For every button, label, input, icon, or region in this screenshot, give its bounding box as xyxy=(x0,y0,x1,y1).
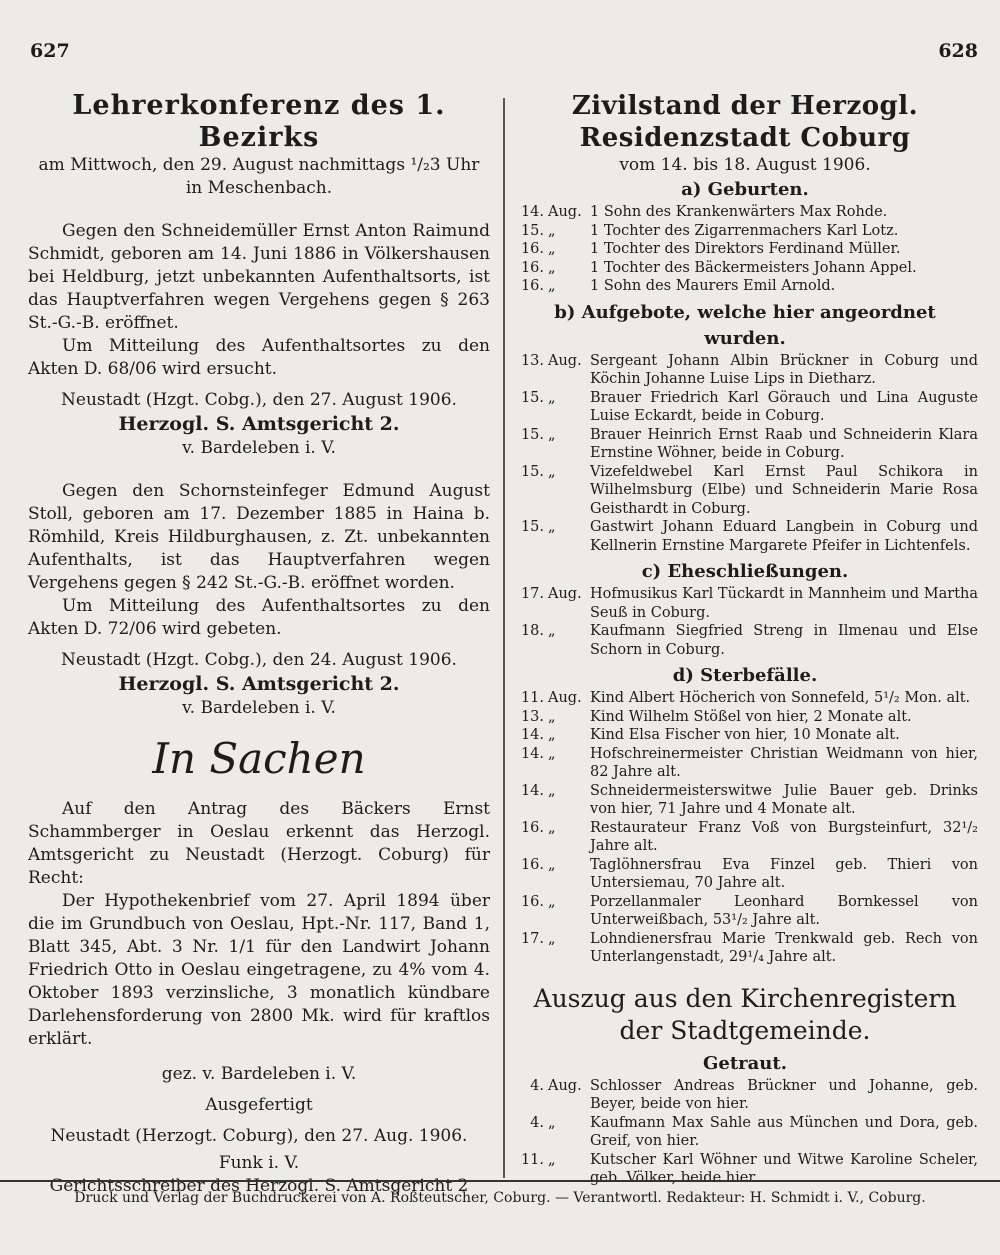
register-entry xyxy=(512,240,978,259)
in-sachen-title: In Sachen xyxy=(152,734,366,783)
column-divider xyxy=(503,98,505,1178)
entry-day: 16. xyxy=(520,893,544,910)
banns-list xyxy=(512,352,978,556)
register-entry xyxy=(512,203,978,222)
entry-day: 15. xyxy=(520,463,544,480)
entry-text: Schlosser Andreas Brückner und Johanne, geb. Beyer, beide von hier. xyxy=(590,1077,978,1112)
conference-date: am Mittwoch, den 29. August nachmittags ¹/₂3 Uhr xyxy=(38,155,480,175)
entry-month: „ xyxy=(548,1151,556,1168)
entry-day: 15. xyxy=(520,519,544,535)
notice-2-text: Gegen den Schornsteinfeger Edmund August Stoll, geboren am 17. Dezember 1885 in Haina b. Römhild, Kreis Hildburghausen, z. Zt. unbekannten Aufenthalts, ist das Hauptverfahren wegen Vergehens gegen § 242 St.-G.-B. eröffnet worden. xyxy=(28,481,490,593)
right-column xyxy=(512,90,978,1188)
entry-text: Kutscher Karl Wöhner und Witwe Karoline Scheler, geb. Völker, beide hier. xyxy=(590,1151,978,1186)
entry-day: 14. xyxy=(520,204,544,220)
entry-text: Vizefeldwebel Karl Ernst Paul Schikora in Wilhelmsburg (Elbe) und Schneiderin Marie Rosa Geisthardt in Coburg. xyxy=(590,463,978,517)
banns-heading: b) Aufgebote, welche hier angeordnet wurden. xyxy=(554,301,936,349)
notice-1-place-date: Neustadt (Hzgt. Cobg.), den 27. August 1906. xyxy=(61,390,457,410)
entry-day: 15. xyxy=(520,426,544,443)
entry-day: 16. xyxy=(520,241,544,257)
getraut-list xyxy=(512,1077,978,1188)
entry-day: 14. xyxy=(520,727,544,743)
notice-1-text: Gegen den Schneidemüller Ernst Anton Raimund Schmidt, geboren am 14. Juni 1886 in Völkershausen bei Heldburg, jetzt unbekannten Aufenthaltsorts, ist das Hauptverfahren wegen Vergehens gegen § 263 St.-G.-B. eröffnet. xyxy=(28,221,490,333)
entry-month: „ xyxy=(548,782,556,799)
entry-text: Hofmusikus Karl Tückardt in Mannheim und Martha Seuß in Coburg. xyxy=(590,586,978,621)
notice-1-signature: v. Bardeleben i. V. xyxy=(182,438,336,458)
register-entry xyxy=(512,222,978,241)
register-entry xyxy=(512,259,978,278)
entry-day: 11. xyxy=(520,690,544,706)
entry-day: 15. xyxy=(520,222,544,239)
conference-place: in Meschenbach. xyxy=(185,178,333,198)
entry-text: 1 Tochter des Bäckermeisters Johann Appel. xyxy=(590,259,917,276)
births-heading: a) Geburten. xyxy=(681,179,809,200)
births-list xyxy=(512,203,978,296)
entry-day: 11. xyxy=(520,1151,544,1168)
entry-text: Sergeant Johann Albin Brückner in Coburg und Köchin Johanne Luise Lips in Dietharz. xyxy=(590,352,978,387)
entry-text: Kind Elsa Fischer von hier, 10 Monate alt. xyxy=(590,727,900,743)
church-register-subtitle: der Stadtgemeinde. xyxy=(619,1015,871,1045)
entry-text: Brauer Heinrich Ernst Raab und Schneiderin Klara Ernstine Wöhner, beide in Coburg. xyxy=(590,426,978,461)
register-entry xyxy=(512,352,978,389)
entry-day: 14. xyxy=(520,782,544,799)
notice-2-place-date: Neustadt (Hzgt. Cobg.), den 24. August 1906. xyxy=(61,650,457,670)
entry-day: 16. xyxy=(520,856,544,873)
entry-month: „ xyxy=(548,1114,556,1131)
entry-text: 1 Tochter des Zigarrenmachers Karl Lotz. xyxy=(590,222,899,239)
notice-2-request: Um Mitteilung des Aufenthaltsortes zu den Akten D. 72/06 wird gebeten. xyxy=(28,596,490,639)
entry-month: „ xyxy=(548,389,556,406)
in-sachen-clerk-name: Funk i. V. xyxy=(218,1153,300,1173)
register-entry xyxy=(512,893,978,930)
entry-month: Aug. xyxy=(548,1077,582,1094)
entry-day: 15. xyxy=(520,389,544,406)
register-entry xyxy=(512,426,978,463)
entry-day: 17. xyxy=(520,930,544,947)
entry-month: „ xyxy=(548,893,556,910)
entry-text: Taglöhnersfrau Eva Finzel geb. Thieri von Untersiemau, 70 Jahre alt. xyxy=(590,856,978,891)
register-entry xyxy=(512,1077,978,1114)
entry-day: 16. xyxy=(520,819,544,836)
entry-month: „ xyxy=(548,222,556,239)
entry-month: „ xyxy=(548,278,556,294)
entry-text: Schneidermeisterswitwe Julie Bauer geb. Drinks von hier, 71 Jahre und 4 Monate alt. xyxy=(590,782,978,817)
in-sachen-clerk-role: Gerichtsschreiber des Herzogl. S. Amtsgericht 2 xyxy=(49,1176,469,1196)
entry-day: 14. xyxy=(520,745,544,762)
entry-month: „ xyxy=(548,623,556,639)
entry-text: Kind Albert Höcherich von Sonnefeld, 5¹/₂ Mon. alt. xyxy=(590,690,971,706)
entry-month: Aug. xyxy=(548,690,582,706)
entry-text: Porzellanmaler Leonhard Bornkessel von Unterweißbach, 53¹/₂ Jahre alt. xyxy=(590,893,978,928)
marriages-list xyxy=(512,585,978,659)
notice-1-request: Um Mitteilung des Aufenthaltsortes zu den Akten D. 68/06 wird ersucht. xyxy=(28,336,490,379)
register-entry xyxy=(512,726,978,745)
register-entry xyxy=(512,745,978,782)
entry-day: 16. xyxy=(520,278,544,294)
notice-1-court: Herzogl. S. Amtsgericht 2. xyxy=(118,413,400,435)
entry-text: 1 Sohn des Maurers Emil Arnold. xyxy=(590,278,836,294)
entry-day: 4. xyxy=(530,1077,544,1094)
page-number-left: 627 xyxy=(30,40,70,62)
entry-day: 18. xyxy=(520,623,544,639)
entry-text: Lohndienersfrau Marie Trenkwald geb. Rech von Unterlangenstadt, 29¹/₄ Jahre alt. xyxy=(590,930,978,965)
deaths-heading: d) Sterbefälle. xyxy=(672,665,818,686)
entry-month: „ xyxy=(548,259,556,276)
civil-registry-title: Zivilstand der Herzogl. Residenzstadt Coburg xyxy=(571,91,919,153)
entry-month: „ xyxy=(548,819,556,836)
deaths-list xyxy=(512,689,978,967)
register-entry xyxy=(512,782,978,819)
register-entry xyxy=(512,1114,978,1151)
register-entry xyxy=(512,463,978,519)
entry-month: „ xyxy=(548,708,556,725)
civil-registry-period: vom 14. bis 18. August 1906. xyxy=(619,155,871,175)
register-entry xyxy=(512,518,978,555)
entry-month: „ xyxy=(548,856,556,873)
entry-month: „ xyxy=(548,463,556,480)
notice-2-court: Herzogl. S. Amtsgericht 2. xyxy=(118,673,400,695)
entry-month: „ xyxy=(548,519,556,535)
entry-text: 1 Tochter des Direktors Ferdinand Müller. xyxy=(590,241,901,257)
entry-month: Aug. xyxy=(548,352,582,369)
conference-title: Lehrerkonferenz des 1. Bezirks xyxy=(72,90,446,153)
register-entry xyxy=(512,277,978,296)
entry-month: Aug. xyxy=(548,586,582,602)
register-entry xyxy=(512,689,978,708)
entry-text: Kaufmann Siegfried Streng in Ilmenau und Else Schorn in Coburg. xyxy=(590,623,978,658)
register-entry xyxy=(512,585,978,622)
entry-text: 1 Sohn des Krankenwärters Max Rohde. xyxy=(590,204,888,220)
register-entry xyxy=(512,708,978,727)
entry-day: 13. xyxy=(520,708,544,725)
entry-month: Aug. xyxy=(548,204,582,220)
in-sachen-ausgefertigt: Ausgefertigt xyxy=(205,1095,313,1115)
entry-text: Hofschreinermeister Christian Weidmann von hier, 82 Jahre alt. xyxy=(590,745,978,780)
imprint-footer: Druck und Verlag der Buchdruckerei von A. Roßteutscher, Coburg. — Verantwortl. Redakteur: H. Schmidt i. V., Coburg. xyxy=(0,1180,1000,1207)
register-entry xyxy=(512,389,978,426)
page-number-right: 628 xyxy=(938,40,978,62)
entry-day: 16. xyxy=(520,259,544,276)
register-entry xyxy=(512,819,978,856)
in-sachen-paragraph-1: Auf den Antrag des Bäckers Ernst Schammberger in Oeslau erkennt das Herzogl. Amtsgericht zu Neustadt (Herzogt. Coburg) für Recht: xyxy=(28,799,490,888)
entry-month: „ xyxy=(548,930,556,947)
entry-day: 4. xyxy=(530,1114,544,1131)
entry-text: Brauer Friedrich Karl Görauch und Lina Auguste Luise Eckardt, beide in Coburg. xyxy=(590,389,978,424)
entry-text: Gastwirt Johann Eduard Langbein in Coburg und Kellnerin Ernstine Margarete Pfeifer in Lichtenfels. xyxy=(590,519,978,554)
in-sachen-paragraph-2: Der Hypothekenbrief vom 27. April 1894 über die im Grundbuch von Oeslau, Hpt.-Nr. 117, Band 1, Blatt 345, Abt. 3 Nr. 1/1 für den Landwirt Johann Friedrich Otto in Oeslau eingetragene, zu 4% vom 4. Oktober 1893 verzinsliche, 3 monatlich kündbare Darlehensforderung von 2800 Mk. wird für kraftlos erklärt. xyxy=(28,891,490,1049)
entry-month: „ xyxy=(548,745,556,762)
entry-text: Kind Wilhelm Stößel von hier, 2 Monate alt. xyxy=(590,708,912,725)
marriages-heading: c) Eheschließungen. xyxy=(641,561,849,582)
entry-day: 17. xyxy=(520,586,544,602)
entry-text: Restaurateur Franz Voß von Burgsteinfurt, 32¹/₂ Jahre alt. xyxy=(590,819,978,854)
entry-month: „ xyxy=(548,727,556,743)
left-column xyxy=(28,90,490,1198)
in-sachen-signed: gez. v. Bardeleben i. V. xyxy=(161,1064,357,1084)
register-entry xyxy=(512,622,978,659)
in-sachen-place-date: Neustadt (Herzogt. Coburg), den 27. Aug. 1906. xyxy=(50,1126,468,1146)
entry-month: „ xyxy=(548,426,556,443)
entry-month: „ xyxy=(548,241,556,257)
entry-day: 13. xyxy=(520,352,544,369)
getraut-heading: Getraut. xyxy=(703,1052,787,1074)
church-register-title: Auszug aus den Kirchenregistern xyxy=(533,983,957,1013)
register-entry xyxy=(512,930,978,967)
notice-2-signature: v. Bardeleben i. V. xyxy=(182,698,336,718)
entry-text: Kaufmann Max Sahle aus München und Dora, geb. Greif, von hier. xyxy=(590,1114,978,1149)
register-entry xyxy=(512,856,978,893)
